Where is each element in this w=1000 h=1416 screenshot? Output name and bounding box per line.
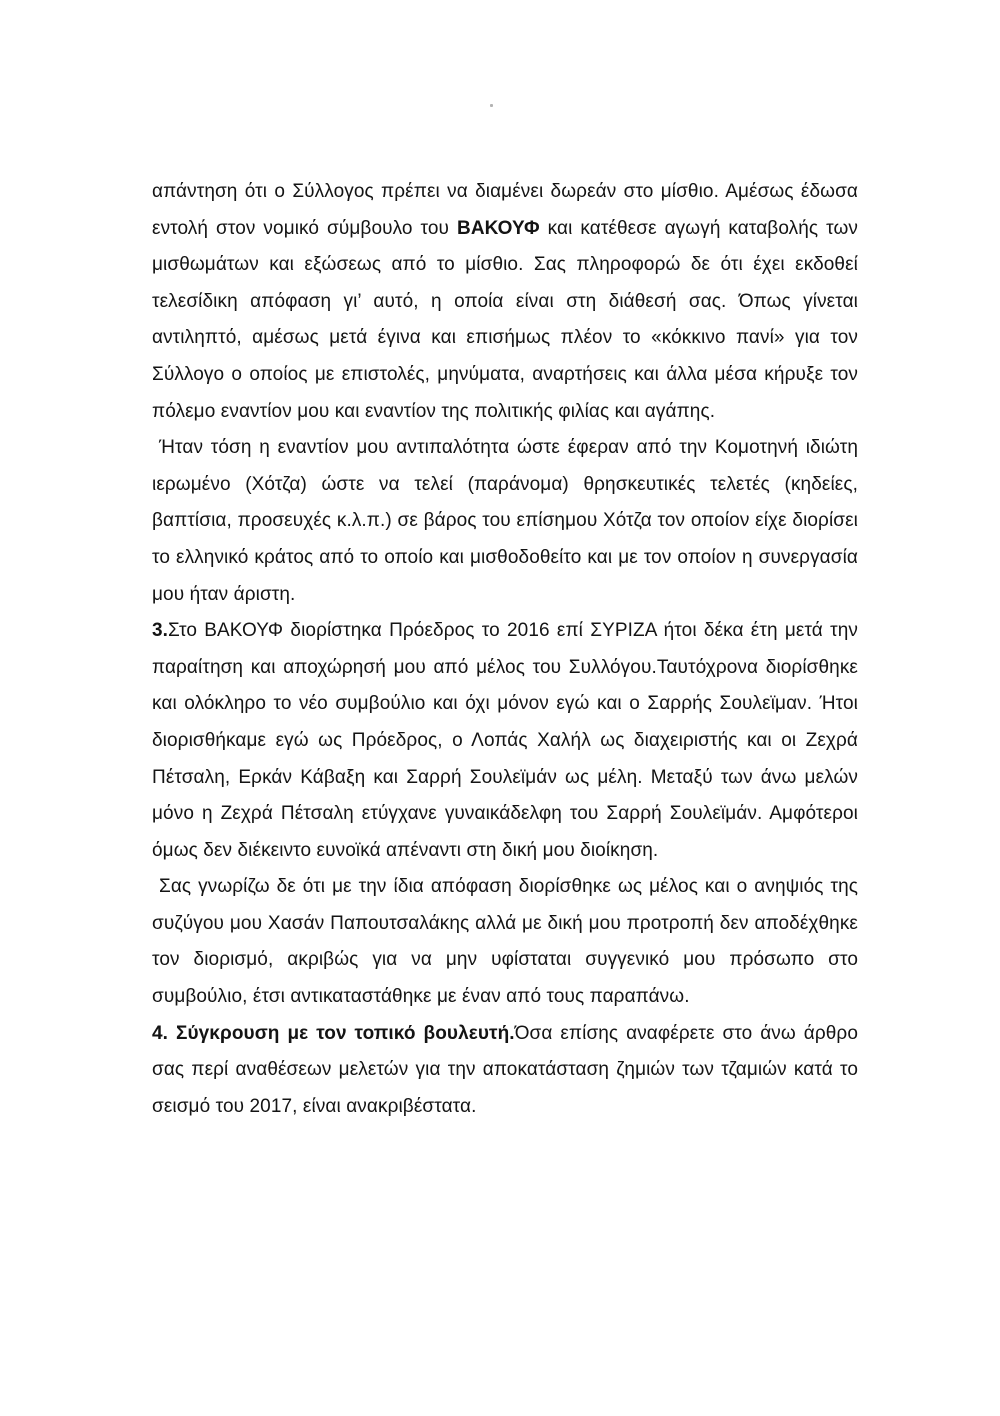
bold-term-vakouf: ΒΑΚΟΥΦ: [457, 217, 540, 239]
paragraph-text: Όσα επίσης αναφέρετε στο άνω άρθρο σας περί αναθέσεων μελετών για την αποκατάσταση ζημιών των τζαμιών κατά το σεισμό του 2017, είναι ανακριβέστατα.: [152, 1022, 858, 1117]
paragraph-lease-lawsuit: [152, 174, 858, 430]
paragraph-text: Στο ΒΑΚΟΥΦ διορίστηκα Πρόεδρος το 2016 επί ΣΥΡΙΖΑ ήτοι δέκα έτη μετά την παραίτηση και αποχώρησή μου από μέλος του Συλλόγου.Ταυτόχρονα διορίσθηκε και ολόκληρο το νέο συμβούλιο και όχι μόνον εγώ και ο Σαρρής Σουλεϊμαν. Ήτοι διορισθήκαμε εγώ ως Πρόεδρος, ο Λοπάς Χαλήλ ως διαχειριστής και οι Ζεχρά Πέτσαλη, Ερκάν Κάβαξη και Σαρρή Σουλεϊμάν ως μέλη. Μεταξύ των άνω μελών μόνο η Ζεχρά Πέτσαλη ετύγχανε γυναικάδελφη του Σαρρή Σουλεϊμάν. Αμφότεροι όμως δεν διέκειντο ευνοϊκά απέναντι στη δική μου διοίκηση.: [152, 620, 858, 861]
document-text-block: [152, 174, 858, 1125]
section-number-3: 3.: [152, 620, 169, 642]
paragraph-nephew-declined: [152, 869, 858, 1015]
paragraph-text: απάντηση ότι ο Σύλλογος πρέπει να διαμένει δωρεάν στο μίσθιο. Αμέσως έδωσα εντολή στον νομικό σύμβουλο του: [152, 181, 858, 239]
paragraph-rivalry-hotza: [152, 430, 858, 613]
section-heading-4: 4. Σύγκρουση με τον τοπικό βουλευτή.: [152, 1022, 515, 1044]
paragraph-text: Σας γνωρίζω δε ότι με την ίδια απόφαση διορίσθηκε ως μέλος και ο ανηψιός της συζύγου μου Χασάν Παπουτσαλάκης αλλά με δική μου προτροπή δεν αποδέχθηκε τον διορισμό, ακριβώς για να μην υφίσταται συγγενικό μου πρόσωπο στο συμβούλιο, έτσι αντικαταστάθηκε με έναν από τους παραπάνω.: [152, 876, 858, 1008]
scan-artifact-dot: [490, 104, 493, 107]
paragraph-text: Ήταν τόση η εναντίον μου αντιπαλότητα ώστε έφεραν από την Κομοτηνή ιδιώτη ιερωμένο (Χότζα) ώστε να τελεί (παράνομα) θρησκευτικές τελετές (κηδείες, βαπτίσια, προσευχές κ.λ.π.) σε βάρος του επίσημου Χότζα τον οποίον είχε διορίσει το ελληνικό κράτος από το οποίο και μισθοδοθείτο και με τον οποίον η συνεργασία μου ήταν άριστη.: [152, 437, 858, 605]
paragraph-4-mp-conflict: [152, 1016, 858, 1126]
paragraph-3-appointment: [152, 613, 858, 869]
paragraph-text: και κατέθεσε αγωγή καταβολής των μισθωμάτων και εξώσεως από το μίσθιο. Σας πληροφορώ δε ότι έχει εκδοθεί τελεσίδικη απόφαση γι’ αυτό, η οποία είναι στη διάθεσή σας. Όπως γίνεται αντιληπτό, αμέσως μετά έγινα και επισήμως πλέον το «κόκκινο πανί» για τον Σύλλογο ο οποίος με επιστολές, μηνύματα, αναρτήσεις και άλλα μέσα κήρυξε τον πόλεμο εναντίον μου και εναντίον της πολιτικής φιλίας και αγάπης.: [152, 217, 858, 422]
